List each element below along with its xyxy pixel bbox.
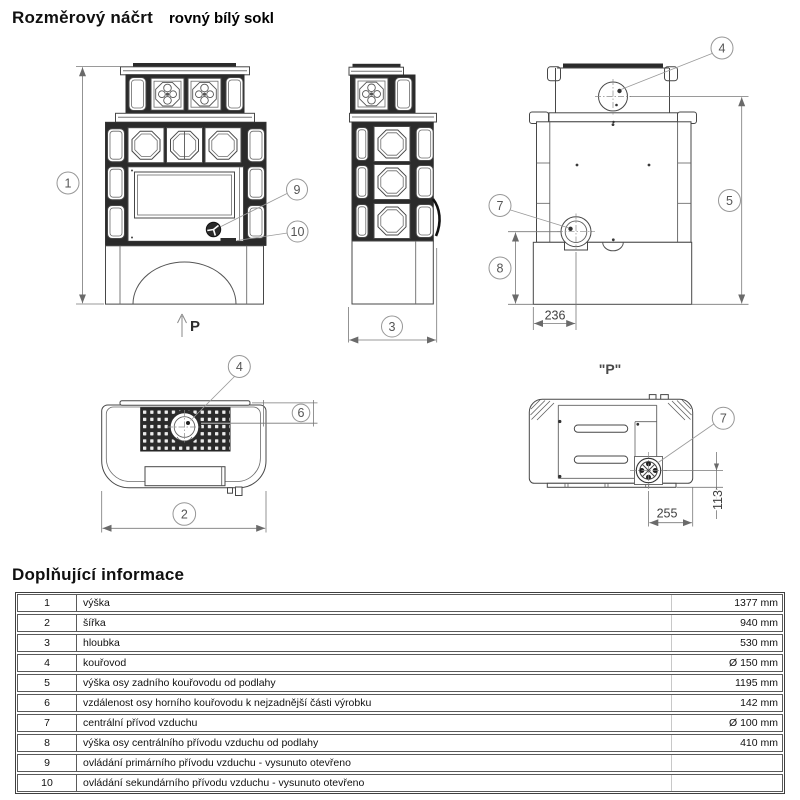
central-air-knob [630, 452, 667, 489]
info-table [15, 592, 785, 794]
row-number: 5 [18, 675, 77, 691]
dim-113-label: 113 [711, 490, 725, 510]
svg-text:10: 10 [290, 224, 305, 239]
table-row [17, 594, 783, 612]
row-value: 1377 mm [671, 595, 782, 611]
table-row [17, 634, 783, 652]
dim-236-label: 236 [544, 308, 566, 323]
row-value [671, 755, 782, 771]
front-view [57, 63, 308, 337]
row-label: šířka [83, 617, 106, 629]
svg-text:4: 4 [235, 359, 243, 374]
row-value [671, 775, 782, 791]
callout-2 [173, 503, 196, 526]
row-number: 2 [18, 615, 77, 631]
row-number: 3 [18, 635, 77, 651]
row-label: vzdálenost osy horního kouřovodu k nejzadnější části výrobku [83, 697, 372, 709]
row-label: výška [83, 597, 110, 609]
row-label: výška osy centrálního přívodu vzduchu od podlahy [83, 737, 319, 749]
row-label: centrální přívod vzduchu [83, 717, 198, 729]
table-row [17, 734, 783, 752]
row-label: výška osy zadního kouřovodu od podlahy [83, 677, 276, 689]
svg-text:4: 4 [718, 41, 726, 56]
p-view-label: "P" [598, 361, 622, 377]
table-row [17, 714, 783, 732]
svg-text:6: 6 [297, 405, 305, 420]
page-subtitle: rovný bílý sokl [168, 10, 274, 27]
callout-5 [719, 190, 741, 212]
svg-text:1: 1 [64, 176, 72, 191]
p-view [529, 361, 734, 527]
dim-255-label: 255 [656, 506, 678, 521]
row-number: 10 [18, 775, 77, 791]
rear-view [489, 37, 749, 330]
callout-1 [57, 172, 79, 194]
row-value: 410 mm [671, 735, 782, 751]
row-number: 8 [18, 735, 77, 751]
table-row [17, 674, 783, 692]
row-label: kouřovod [83, 657, 127, 669]
svg-text:3: 3 [388, 319, 396, 334]
row-number: 4 [18, 655, 77, 671]
table-row [17, 614, 783, 632]
callout-8 [489, 257, 511, 279]
row-value: Ø 150 mm [671, 655, 782, 671]
row-number: 7 [18, 715, 77, 731]
row-value: 940 mm [671, 615, 782, 631]
side-view [349, 64, 440, 343]
section-title: Doplňující informace [12, 565, 185, 584]
page-title: Rozměrový náčrt [12, 8, 153, 27]
table-row [17, 694, 783, 712]
row-label: ovládání sekundárního přívodu vzduchu - vysunuto otevřeno [83, 777, 365, 789]
row-number: 6 [18, 695, 77, 711]
svg-text:9: 9 [293, 182, 301, 197]
row-label: ovládání primárního přívodu vzduchu - vysunuto otevřeno [83, 757, 351, 769]
door-handle [433, 199, 440, 236]
view-direction-arrow [178, 314, 187, 337]
row-value: 1195 mm [671, 675, 782, 691]
row-label: hloubka [83, 637, 120, 649]
table-row [17, 754, 783, 772]
row-value: 530 mm [671, 635, 782, 651]
callout-6 [292, 404, 310, 422]
table-row [17, 654, 783, 672]
callout-3 [382, 316, 403, 337]
p-arrow-label: P [190, 318, 201, 335]
table-row [17, 774, 783, 792]
row-number: 9 [18, 755, 77, 771]
row-value: 142 mm [671, 695, 782, 711]
svg-text:8: 8 [496, 261, 504, 276]
svg-text:7: 7 [496, 198, 504, 213]
row-number: 1 [18, 595, 77, 611]
row-value: Ø 100 mm [671, 715, 782, 731]
top-view [102, 356, 318, 533]
svg-text:7: 7 [719, 411, 727, 426]
svg-text:2: 2 [180, 507, 188, 522]
svg-text:5: 5 [726, 193, 733, 208]
callout-4 [621, 37, 733, 90]
